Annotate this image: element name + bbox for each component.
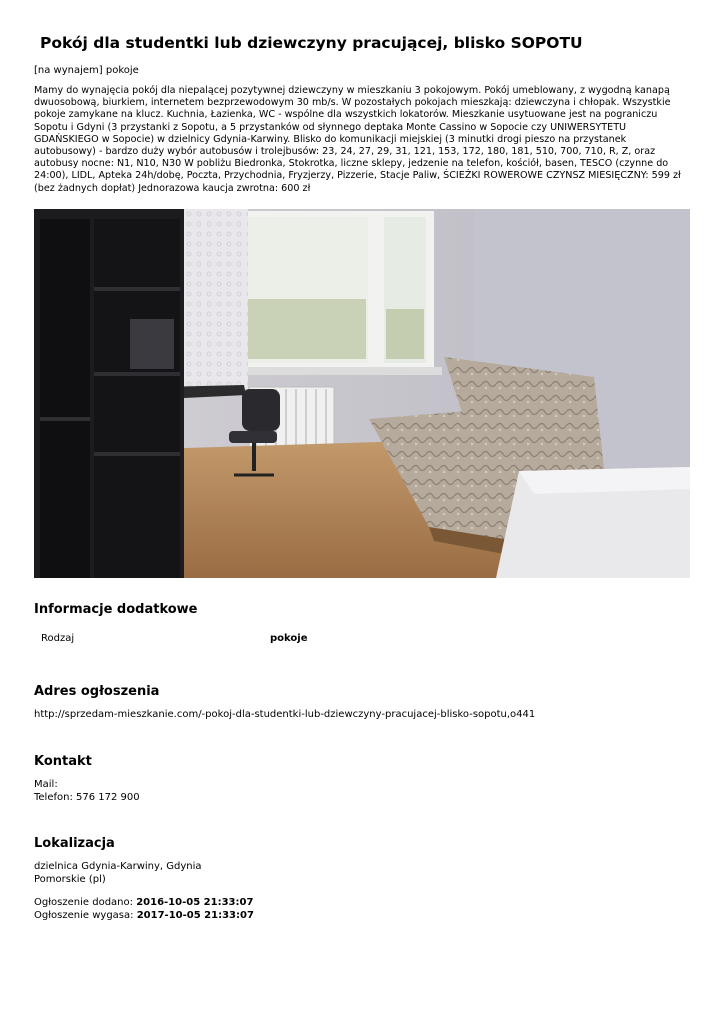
listing-url[interactable]: http://sprzedam-mieszkanie.com/-pokoj-dla-studentki-lub-dziewczyny-pracujacej-blisko-sopotu,o441: [34, 709, 536, 720]
date-added: [34, 897, 253, 910]
info-value: pokoje: [270, 633, 308, 644]
listing-description: Mamy do wynajęcia pokój dla niepalącej pozytywnej dziewczyny w mieszkaniu 3 pokojowym. Pokój umeblowany, z wygodną kanapą dwuosobową, biurkiem, internetem bezprzewodowym 30 mb/s. W pozostałych pokojach mieszkają: dziewczyna i chłopak. Wszystkie pokoje zamykane na klucz. Kuchnia, Łazienka, WC - wspólne dla wszystkich lokatorów. Mieszkanie usytuowane jest na pograniczu Sopotu i Gdyni (3 przystanki z Sopotu, a 5 przystanków od słynnego deptaka Monte Cassino w Sopocie czy UNIWERSYTETU GDAŃSKIEGO w Sopocie) w dzielnicy Gdynia-Karwiny. Blisko do komunikacji miejskiej (3 minutki drogi pieszo na przystanek autobusowy) - bardzo duży wybór autobusów i trolejbusów: 23, 24, 27, 29, 31, 121, 153, 172, 180, 181, 510, 700, 710, R, Z, oraz autobusy nocne: N1, N10, N30 W pobliżu Biedronka, Stokrotka, liczne sklepy, jedzenie na telefon, kościół, basen, TESCO (czynne do 24:00), LIDL, Apteka 24h/dobę, Poczta, Przychodnia, Fryzjerzy, Pizzerie, Stacje Paliw, ŚCIEŻKI ROWEROWE CZYNSZ MIESIĘCZNY: 599 zł (bez żadnych dopłat) Jednorazowa kaucja zwrotna: 600 zł: [34, 85, 681, 194]
contact-mail: Mail:: [34, 779, 58, 790]
date-expires: [34, 910, 254, 923]
address-heading: Adres ogłoszenia: [34, 684, 160, 699]
info-label: Rodzaj: [41, 633, 75, 644]
listing-category: [na wynajem] pokoje: [34, 65, 139, 76]
info-heading: Informacje dodatkowe: [34, 602, 198, 617]
location-heading: Lokalizacja: [34, 836, 115, 851]
date-added-label: Ogłoszenie dodano:: [34, 897, 134, 908]
room-photo: [34, 209, 690, 578]
date-added-value: 2016-10-05 21:33:07: [136, 897, 254, 908]
date-expires-label: Ogłoszenie wygasa:: [34, 910, 134, 921]
location-district: dzielnica Gdynia-Karwiny, Gdynia: [34, 861, 202, 872]
location-region: Pomorskie (pl): [34, 874, 106, 885]
page-title: Pokój dla studentki lub dziewczyny pracującej, blisko SOPOTU: [40, 34, 583, 52]
date-expires-value: 2017-10-05 21:33:07: [136, 910, 254, 921]
contact-phone: Telefon: 576 172 900: [34, 792, 140, 803]
contact-heading: Kontakt: [34, 754, 92, 769]
